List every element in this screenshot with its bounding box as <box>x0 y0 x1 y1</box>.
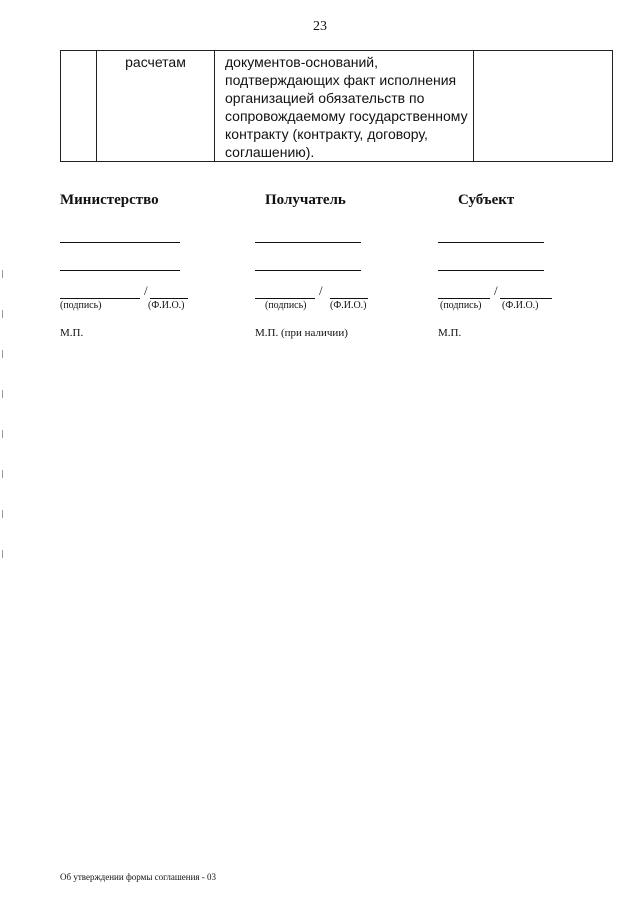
signature-caption: (подпись) <box>60 300 102 311</box>
signature-line <box>438 270 544 271</box>
name-line <box>330 298 368 299</box>
document-footer: Об утверждении формы соглашения - 03 <box>60 872 217 882</box>
name-caption: (Ф.И.О.) <box>330 300 367 311</box>
signature-line <box>255 242 361 243</box>
signature-line <box>438 242 544 243</box>
table-cell-number <box>61 51 97 162</box>
signatory-heading: Получатель <box>265 192 346 208</box>
signatory-heading: Министерство <box>60 192 159 208</box>
name-line <box>150 298 188 299</box>
scan-margin-marks <box>0 0 6 905</box>
name-caption: (Ф.И.О.) <box>148 300 185 311</box>
slash-separator: / <box>319 283 323 298</box>
signature-line <box>60 270 180 271</box>
signature-line <box>438 298 490 299</box>
table-cell-description: документов-оснований, подтверждающих факт исполнения организацией обязательств по сопровождаемому государственному контракту (контракту, договору, соглашению). <box>215 51 474 162</box>
table-row <box>61 51 613 162</box>
stamp-label: М.П. (при наличии) <box>255 327 348 339</box>
slash-separator: / <box>494 283 498 298</box>
document-table <box>60 50 613 162</box>
signatory-heading: Субъект <box>458 192 515 208</box>
signature-line <box>255 298 315 299</box>
signature-line <box>60 242 180 243</box>
signature-line <box>60 298 140 299</box>
page-number: 23 <box>313 19 327 34</box>
name-caption: (Ф.И.О.) <box>502 300 539 311</box>
stamp-label: М.П. <box>438 327 462 339</box>
slash-separator: / <box>144 283 148 298</box>
signature-line <box>255 270 361 271</box>
table-cell-note <box>474 51 613 162</box>
stamp-label: М.П. <box>60 327 84 339</box>
signature-caption: (подпись) <box>440 300 482 311</box>
signature-caption: (подпись) <box>265 300 307 311</box>
table-cell-item: расчетам <box>97 51 215 162</box>
name-line <box>500 298 552 299</box>
